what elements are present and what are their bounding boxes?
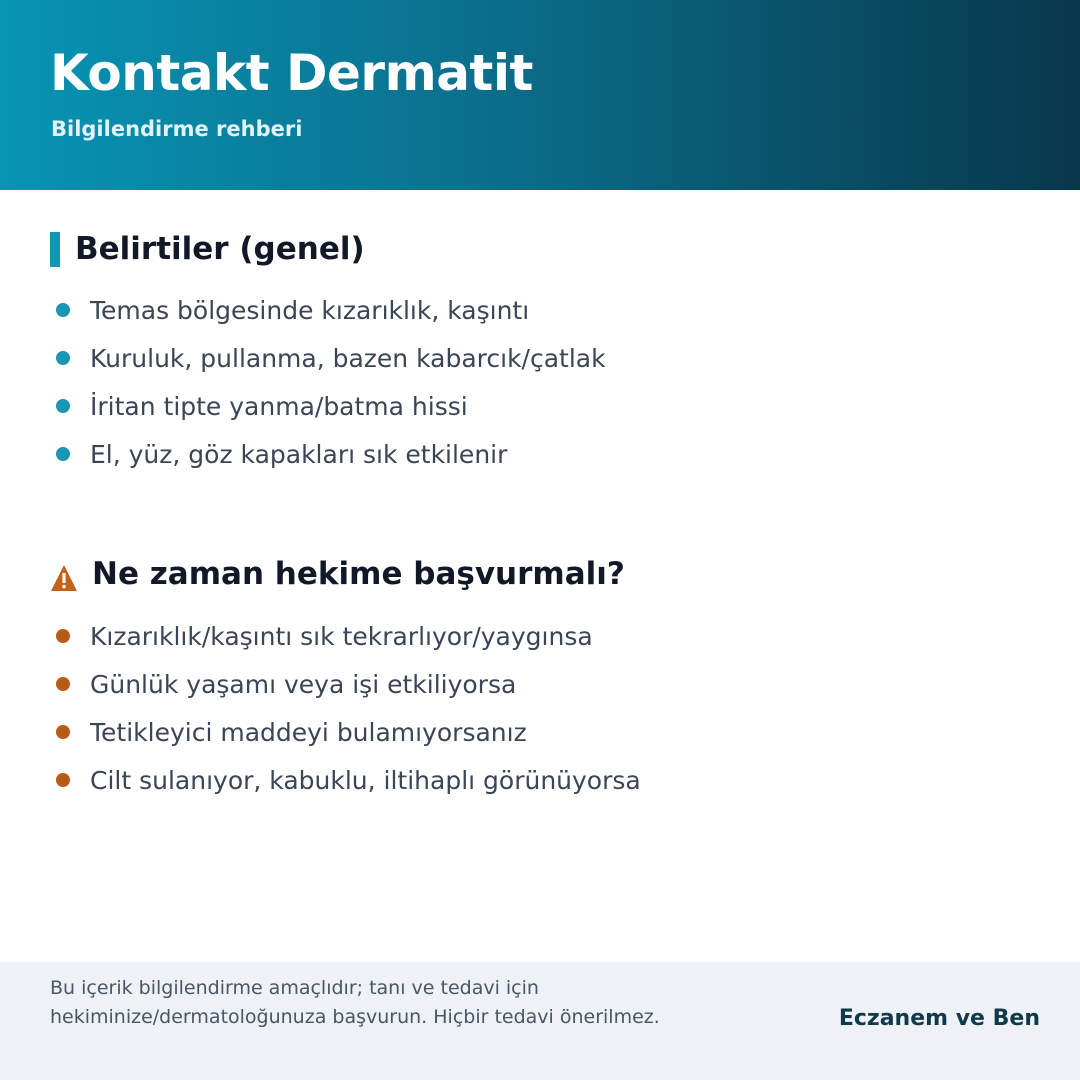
list-item-text: Günlük yaşamı veya işi etkiliyorsa [90, 669, 517, 699]
list-item [56, 334, 606, 382]
bullet-dot [56, 447, 70, 461]
warning-icon [50, 564, 78, 592]
list-item [56, 612, 641, 660]
list-item-text: İritan tipte yanma/batma hissi [90, 391, 468, 421]
section-accent-bar [50, 232, 60, 267]
list-item-text: Cilt sulanıyor, kabuklu, iltihaplı görünüyorsa [90, 765, 641, 795]
list-item-text: Tetikleyici maddeyi bulamıyorsanız [90, 717, 527, 747]
symptoms-heading [50, 231, 365, 267]
bullet-dot [56, 773, 70, 787]
list-item-text: Kuruluk, pullanma, bazen kabarcık/çatlak [90, 343, 606, 373]
doctor-list [56, 612, 641, 804]
symptoms-heading-text: Belirtiler (genel) [75, 231, 365, 267]
bullet-dot [56, 725, 70, 739]
list-item [56, 660, 641, 708]
page-subtitle: Bilgilendirme rehberi [51, 117, 303, 141]
list-item [56, 430, 606, 478]
disclaimer-text: Bu içerik bilgilendirme amaçlıdır; tanı ve tedavi için hekiminize/dermatoloğunuza başvurun. Hiçbir tedavi önerilmez. [50, 977, 660, 1028]
doctor-heading-text: Ne zaman hekime başvurmalı? [92, 556, 625, 592]
list-item [56, 708, 641, 756]
list-item [56, 286, 606, 334]
bullet-dot [56, 351, 70, 365]
bullet-dot [56, 303, 70, 317]
symptoms-list [56, 286, 606, 478]
bullet-dot [56, 629, 70, 643]
bullet-dot [56, 399, 70, 413]
list-item-text: Kızarıklık/kaşıntı sık tekrarlıyor/yaygınsa [90, 621, 593, 651]
list-item [56, 756, 641, 804]
bullet-dot [56, 677, 70, 691]
page-title: Kontakt Dermatit [50, 44, 533, 102]
list-item-text: El, yüz, göz kapakları sık etkilenir [90, 439, 508, 469]
doctor-heading [50, 556, 625, 592]
brand-name: Eczanem ve Ben [838, 1006, 1040, 1031]
list-item [56, 382, 606, 430]
header-banner [0, 0, 1080, 190]
list-item-text: Temas bölgesinde kızarıklık, kaşıntı [90, 295, 530, 325]
footer [0, 962, 1080, 1080]
